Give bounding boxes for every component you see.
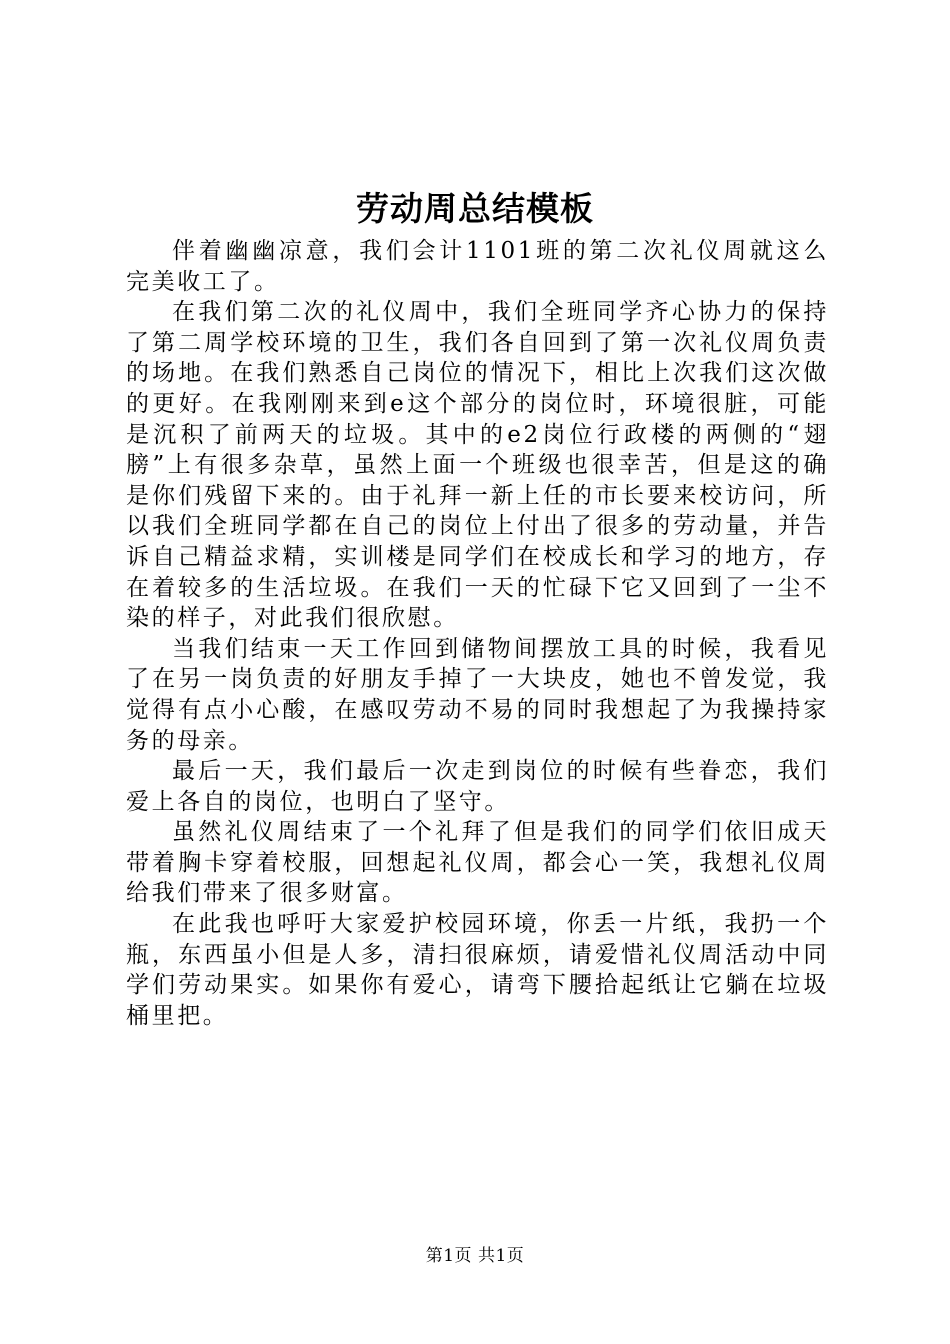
paragraph: 当我们结束一天工作回到储物间摆放工具的时候，我看见了在另一岗负责的好朋友手掉了一大块皮，她也不曾发觉，我觉得有点小心酸，在感叹劳动不易的同时我想起了为我操持家务的母亲。 [126,635,829,754]
document-body [126,236,829,1031]
page-number-footer: 第1页 共1页 [425,1246,525,1266]
paragraph: 在此我也呼吁大家爱护校园环境，你丢一片纸，我扔一个瓶，东西虽小但是人多，清扫很麻烦，请爱惜礼仪周活动中同学们劳动果实。如果你有爱心，请弯下腰拾起纸让它躺在垃圾桶里把。 [126,911,829,1029]
paragraph: 最后一天，我们最后一次走到岗位的时候有些眷恋，我们爱上各自的岗位，也明白了坚守。 [126,758,829,815]
paragraph: 在我们第二次的礼仪周中，我们全班同学齐心协力的保持了第二周学校环境的卫生，我们各自回到了第一次礼仪周负责的场地。在我们熟悉自己岗位的情况下，相比上次我们这次做的更好。在我刚刚来到e这个部分的岗位时，环境很脏，可能是沉积了前两天的垃圾。其中的e2岗位行政楼的两侧的“翅膀”上有很多杂草，虽然上面一个班级也很幸苦，但是这的确是你们残留下来的。由于礼拜一新上任的市长要来校访问，所以我们全班同学都在自己的岗位上付出了很多的劳动量，并告诉自己精益求精，实训楼是同学们在校成长和学习的地方，存在着较多的生活垃圾。在我们一天的忙碌下它又回到了一尘不染的样子，对此我们很欣慰。 [126,299,829,632]
paragraph: 伴着幽幽凉意，我们会计1101班的第二次礼仪周就这么完美收工了。 [126,238,829,295]
document-title: 劳动周总结模板 [356,189,594,228]
paragraph: 虽然礼仪周结束了一个礼拜了但是我们的同学们依旧成天带着胸卡穿着校服，回想起礼仪周，都会心一笑，我想礼仪周给我们带来了很多财富。 [126,819,829,907]
